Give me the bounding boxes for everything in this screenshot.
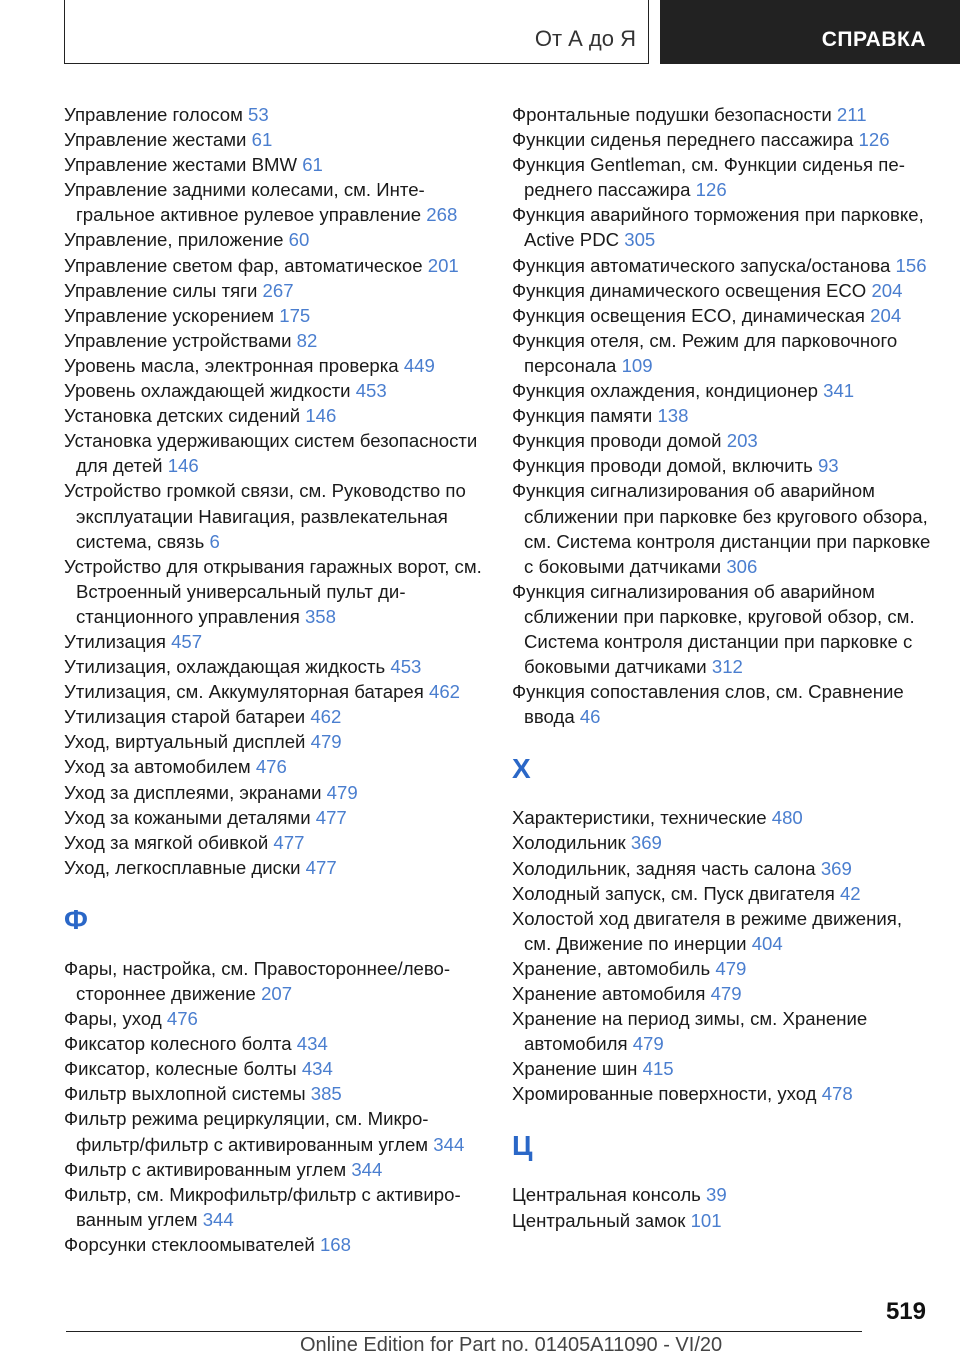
index-entry-page-link[interactable]: 344 xyxy=(202,1208,234,1230)
index-entry-text: Управление голосом xyxy=(64,104,243,125)
index-entry-page-link[interactable]: 415 xyxy=(642,1058,674,1080)
index-entry-page-link[interactable]: 156 xyxy=(895,254,927,276)
index-entry-page-link[interactable]: 82 xyxy=(296,329,318,351)
index-entry-text: Холодный запуск, см. Пуск двигателя xyxy=(512,882,835,904)
index-entry-text: Управление задними колесами, см. Интегральное активное рулевое управление xyxy=(64,179,425,226)
index-entry-page-link[interactable]: 462 xyxy=(429,681,461,703)
index-entry-page-link[interactable]: 126 xyxy=(695,179,727,201)
index-entry-text: Утилизация xyxy=(64,630,166,652)
index-entry-text: Установка детских сидений xyxy=(64,405,301,427)
index-entry xyxy=(64,855,484,880)
index-entry-text: Фиксатор колесного болта xyxy=(64,1033,292,1055)
index-entry xyxy=(512,1208,932,1233)
index-entry xyxy=(64,127,484,152)
index-letter-heading: Х xyxy=(512,753,531,785)
index-entry-text: Хранение шин xyxy=(512,1058,638,1080)
index-entry xyxy=(512,981,932,1006)
index-entry-page-link[interactable]: 267 xyxy=(262,279,294,301)
index-entry-text: Утилизация, охлаждающая жидкость xyxy=(64,656,386,678)
index-entry-text: Уход за кожаными деталями xyxy=(64,806,311,828)
index-entry xyxy=(64,353,484,378)
index-entry xyxy=(64,1056,484,1081)
index-entry-page-link[interactable]: 109 xyxy=(621,354,653,376)
index-entry-page-link[interactable]: 61 xyxy=(302,154,323,176)
header-section-title: СПРАВКА xyxy=(821,28,926,51)
index-letter-heading: Ф xyxy=(64,903,88,935)
page-number: 519 xyxy=(885,1298,926,1325)
index-entry-page-link[interactable]: 211 xyxy=(836,104,867,125)
index-entry-text: Хромированные поверхности, уход xyxy=(512,1083,817,1105)
index-entry xyxy=(64,1081,484,1106)
index-entry xyxy=(64,1106,484,1156)
index-entry-page-link[interactable]: 453 xyxy=(390,656,422,678)
index-entry-page-link[interactable]: 39 xyxy=(706,1184,727,1206)
index-entry-text: Фильтр с активированным углем xyxy=(64,1158,347,1180)
index-entry-text: Функция освещения ECO, динамическая xyxy=(512,304,865,326)
index-entry-page-link[interactable]: 6 xyxy=(209,530,220,552)
index-entry-page-link[interactable]: 385 xyxy=(310,1083,342,1105)
index-entry-text: Устройство громкой связи, см. Руководство по эксплуатации Навигация, развлекательная система, связь xyxy=(64,480,466,552)
index-letter-heading: Ц xyxy=(512,1130,533,1162)
index-entry-page-link[interactable]: 306 xyxy=(726,555,758,577)
index-entry xyxy=(64,1182,484,1232)
index-entry-text: Управление жестами BMW xyxy=(64,154,298,176)
index-entry xyxy=(64,378,484,403)
index-entry xyxy=(512,127,932,152)
index-entry-page-link[interactable]: 138 xyxy=(657,405,689,427)
index-entry-page-link[interactable]: 312 xyxy=(711,656,743,678)
index-entry xyxy=(64,177,484,227)
index-entry-page-link[interactable]: 204 xyxy=(871,279,903,301)
index-entry-text: Функция отеля, см. Режим для парковочного персонала xyxy=(512,329,898,376)
index-entry-page-link[interactable]: 477 xyxy=(273,831,305,853)
index-entry-text: Управление жестами xyxy=(64,129,247,151)
index-entry xyxy=(512,1081,932,1106)
index-entry xyxy=(64,554,484,629)
index-entry xyxy=(64,654,484,679)
index-entry-text: Функция Gentleman, см. Функции сиденья переднего пассажира xyxy=(512,154,905,201)
index-entry-page-link[interactable]: 404 xyxy=(751,932,783,954)
index-entry-page-link[interactable]: 175 xyxy=(279,304,311,326)
header-section-range-box xyxy=(64,0,649,64)
index-entry-text: Уровень масла, электронная проверка xyxy=(64,354,399,376)
index-entry-text: Фиксатор, колесные болты xyxy=(64,1058,297,1080)
index-entry xyxy=(512,202,932,252)
index-entry xyxy=(512,453,932,478)
index-entry-text: Управление, приложение xyxy=(64,229,284,251)
index-entry-page-link[interactable]: 434 xyxy=(296,1033,328,1055)
index-entry-text: Функция автоматического запуска/останова xyxy=(512,254,891,276)
index-entry-page-link[interactable]: 60 xyxy=(288,229,310,251)
index-entry-page-link[interactable]: 42 xyxy=(839,882,861,904)
index-entry xyxy=(512,403,932,428)
index-entry xyxy=(512,152,932,202)
index-entry-text: Управление силы тяги xyxy=(64,279,258,301)
index-entry-text: Фары, настройка, см. Правостороннее/левостороннее движение xyxy=(64,957,451,1004)
index-entry-page-link[interactable]: 305 xyxy=(624,229,656,251)
index-entry-page-link[interactable]: 344 xyxy=(433,1133,465,1155)
index-entry xyxy=(64,679,484,704)
index-entry-text: Фильтр выхлопной системы xyxy=(64,1083,306,1105)
index-entry-text: Уход за мягкой обивкой xyxy=(64,831,269,853)
header-section-tab[interactable] xyxy=(660,0,960,64)
index-entry xyxy=(64,805,484,830)
index-entry xyxy=(512,906,932,956)
index-entry-page-link[interactable]: 479 xyxy=(326,781,358,803)
index-entry xyxy=(512,679,932,729)
index-entry xyxy=(64,328,484,353)
index-entry xyxy=(512,428,932,453)
index-entry-page-link[interactable]: 457 xyxy=(171,630,203,652)
index-entry-page-link[interactable]: 53 xyxy=(248,104,269,125)
index-entry xyxy=(64,780,484,805)
footer-edition-text: Online Edition for Part no. 01405A11090 - VI/20 xyxy=(300,1334,723,1356)
index-entry-page-link[interactable]: 478 xyxy=(821,1083,853,1105)
index-entry-page-link[interactable]: 93 xyxy=(817,455,839,477)
index-entry xyxy=(64,303,484,328)
index-entry-text: Форсунки стеклоомывателей xyxy=(64,1233,315,1255)
index-entry-text: Функция памяти xyxy=(512,405,653,427)
index-entry-page-link[interactable]: 476 xyxy=(166,1008,198,1030)
index-entry xyxy=(512,478,932,578)
index-entry-page-link[interactable]: 479 xyxy=(632,1033,664,1055)
index-entry-text: Управление светом фар, автоматическое xyxy=(64,254,423,276)
index-entry-page-link[interactable]: 101 xyxy=(690,1209,722,1231)
index-entry-text: Функция охлаждения, кондиционер xyxy=(512,380,818,402)
index-entry-text: Холодильник xyxy=(512,832,626,854)
index-entry-page-link[interactable]: 449 xyxy=(403,354,435,376)
index-entry-page-link[interactable]: 204 xyxy=(870,304,902,326)
index-entry-text: Центральная консоль xyxy=(512,1184,701,1206)
index-entry-text: Функция проводи домой xyxy=(512,430,722,452)
index-entry-text: Уход, легкосплавные диски xyxy=(64,856,301,878)
index-entry xyxy=(512,328,932,378)
index-entry-text: Функция динамического освещения ECO xyxy=(512,279,867,301)
index-entry xyxy=(512,856,932,881)
index-entry xyxy=(512,278,932,303)
index-entry-page-link[interactable]: 46 xyxy=(579,706,601,728)
header-section-range: От А до Я xyxy=(534,26,636,51)
index-entry-text: Уход, виртуальный дисплей xyxy=(64,731,306,753)
index-entry-page-link[interactable]: 126 xyxy=(858,129,890,151)
index-entry xyxy=(64,729,484,754)
index-entry-page-link[interactable]: 453 xyxy=(355,380,387,402)
index-entry-text: Утилизация старой батареи xyxy=(64,706,306,728)
index-entry xyxy=(64,227,484,252)
index-entry-page-link[interactable]: 268 xyxy=(426,204,458,226)
index-entry-text: Устройство для открывания гаражных ворот, см. Встроенный универсальный пульт дистанционного управления xyxy=(64,555,482,627)
index-entry xyxy=(512,805,932,830)
index-entry-text: Хранение, автомобиль xyxy=(512,957,711,979)
index-entry-text: Центральный замок xyxy=(512,1209,686,1231)
footer-divider xyxy=(66,1331,862,1332)
index-entry-page-link[interactable]: 479 xyxy=(710,983,742,1004)
index-entry-page-link[interactable]: 369 xyxy=(820,857,852,879)
index-entry-page-link[interactable]: 477 xyxy=(315,806,347,828)
index-entry-page-link[interactable]: 479 xyxy=(715,957,747,979)
index-entry-text: Характеристики, технические xyxy=(512,807,767,829)
index-entry xyxy=(64,1157,484,1182)
index-entry-text: Холодильник, задняя часть салона xyxy=(512,857,816,879)
index-entry xyxy=(64,629,484,654)
index-entry-page-link[interactable]: 61 xyxy=(251,129,273,151)
index-entry-text: Функция сигнализирования об аварийном сближении при парковке без кругового обзора, см. Система контроля дистанции при парковке с боковыми датчиками xyxy=(512,480,931,577)
index-entry-page-link[interactable]: 479 xyxy=(310,731,342,753)
index-entry xyxy=(64,253,484,278)
index-entry xyxy=(64,1031,484,1056)
index-entry-text: Уход за дисплеями, экранами xyxy=(64,781,322,803)
index-entry-page-link[interactable]: 476 xyxy=(255,756,287,778)
index-entry xyxy=(512,579,932,679)
index-entry-page-link[interactable]: 207 xyxy=(261,983,293,1004)
index-entry-text: Функция аварийного торможения при парковке, Active PDC xyxy=(512,204,924,251)
index-entry-text: Управление устройствами xyxy=(64,329,292,351)
index-entry-text: Установка удерживающих систем безопасности для детей xyxy=(64,430,478,477)
index-entry-text: Фронтальные подушки безопасности xyxy=(512,104,832,125)
index-entry-text: Хранение на период зимы, см. Хранение автомобиля xyxy=(512,1008,868,1055)
index-entry xyxy=(512,1006,932,1056)
index-entry xyxy=(64,278,484,303)
index-entry-page-link[interactable]: 168 xyxy=(319,1233,351,1255)
index-entry-text: Холостой ход двигателя в режиме движения, см. Движение по инерции xyxy=(512,907,903,954)
index-entry-text: Фары, уход xyxy=(64,1008,162,1030)
index-entry-page-link[interactable]: 201 xyxy=(427,254,459,276)
index-entry-page-link[interactable]: 344 xyxy=(351,1158,383,1180)
index-entry-page-link[interactable]: 341 xyxy=(823,380,855,402)
index-entry-text: Уход за автомобилем xyxy=(64,756,251,778)
index-entry xyxy=(64,1232,484,1257)
index-entry xyxy=(64,102,484,127)
index-entry-page-link[interactable]: 369 xyxy=(630,832,662,854)
index-column-right xyxy=(512,102,932,1233)
index-entry xyxy=(64,1006,484,1031)
index-entry-page-link[interactable]: 434 xyxy=(301,1058,333,1080)
index-entry xyxy=(512,102,932,127)
index-entry xyxy=(512,956,932,981)
index-entry-text: Управление ускорением xyxy=(64,304,275,326)
index-entry-page-link[interactable]: 477 xyxy=(305,856,337,878)
index-entry xyxy=(512,830,932,855)
index-entry-page-link[interactable]: 480 xyxy=(771,807,803,829)
index-entry-text: Функция проводи домой, включить xyxy=(512,455,813,477)
index-column-left xyxy=(64,102,484,1257)
index-entry xyxy=(64,956,484,1006)
index-entry-text: Функция сопоставления слов, см. Сравнение ввода xyxy=(512,681,904,728)
index-entry xyxy=(512,1056,932,1081)
index-entry-text: Функции сиденья переднего пассажира xyxy=(512,129,854,151)
index-entry-text: Фильтр, см. Микрофильтр/фильтр с активированным углем xyxy=(64,1183,461,1230)
index-entry xyxy=(64,830,484,855)
index-entry xyxy=(512,303,932,328)
index-entry xyxy=(64,704,484,729)
index-entry-text: Хранение автомобиля xyxy=(512,983,706,1004)
index-entry-text: Фильтр режима рециркуляции, см. Микрофильтр/фильтр с активированным углем xyxy=(64,1108,429,1155)
index-entry-page-link[interactable]: 146 xyxy=(167,455,199,477)
index-entry-text: Утилизация, см. Аккумуляторная батарея xyxy=(64,681,424,703)
index-entry-page-link[interactable]: 203 xyxy=(726,430,758,452)
index-entry xyxy=(64,152,484,177)
index-entry-text: Функция сигнализирования об аварийном сближении при парковке, круговой обзор, см. Система контроля дистанции при парковке с боковыми датчиками xyxy=(512,580,915,678)
index-entry-text: Уровень охлаждающей жидкости xyxy=(64,380,351,402)
index-entry xyxy=(512,881,932,906)
index-entry-page-link[interactable]: 358 xyxy=(304,605,336,627)
index-entry xyxy=(512,378,932,403)
index-entry-page-link[interactable]: 462 xyxy=(310,706,342,728)
index-entry xyxy=(64,754,484,779)
index-entry xyxy=(64,428,484,478)
index-entry xyxy=(512,1182,932,1207)
index-entry-page-link[interactable]: 146 xyxy=(305,405,337,427)
index-entry xyxy=(64,403,484,428)
index-entry xyxy=(64,478,484,553)
index-entry xyxy=(512,253,932,278)
